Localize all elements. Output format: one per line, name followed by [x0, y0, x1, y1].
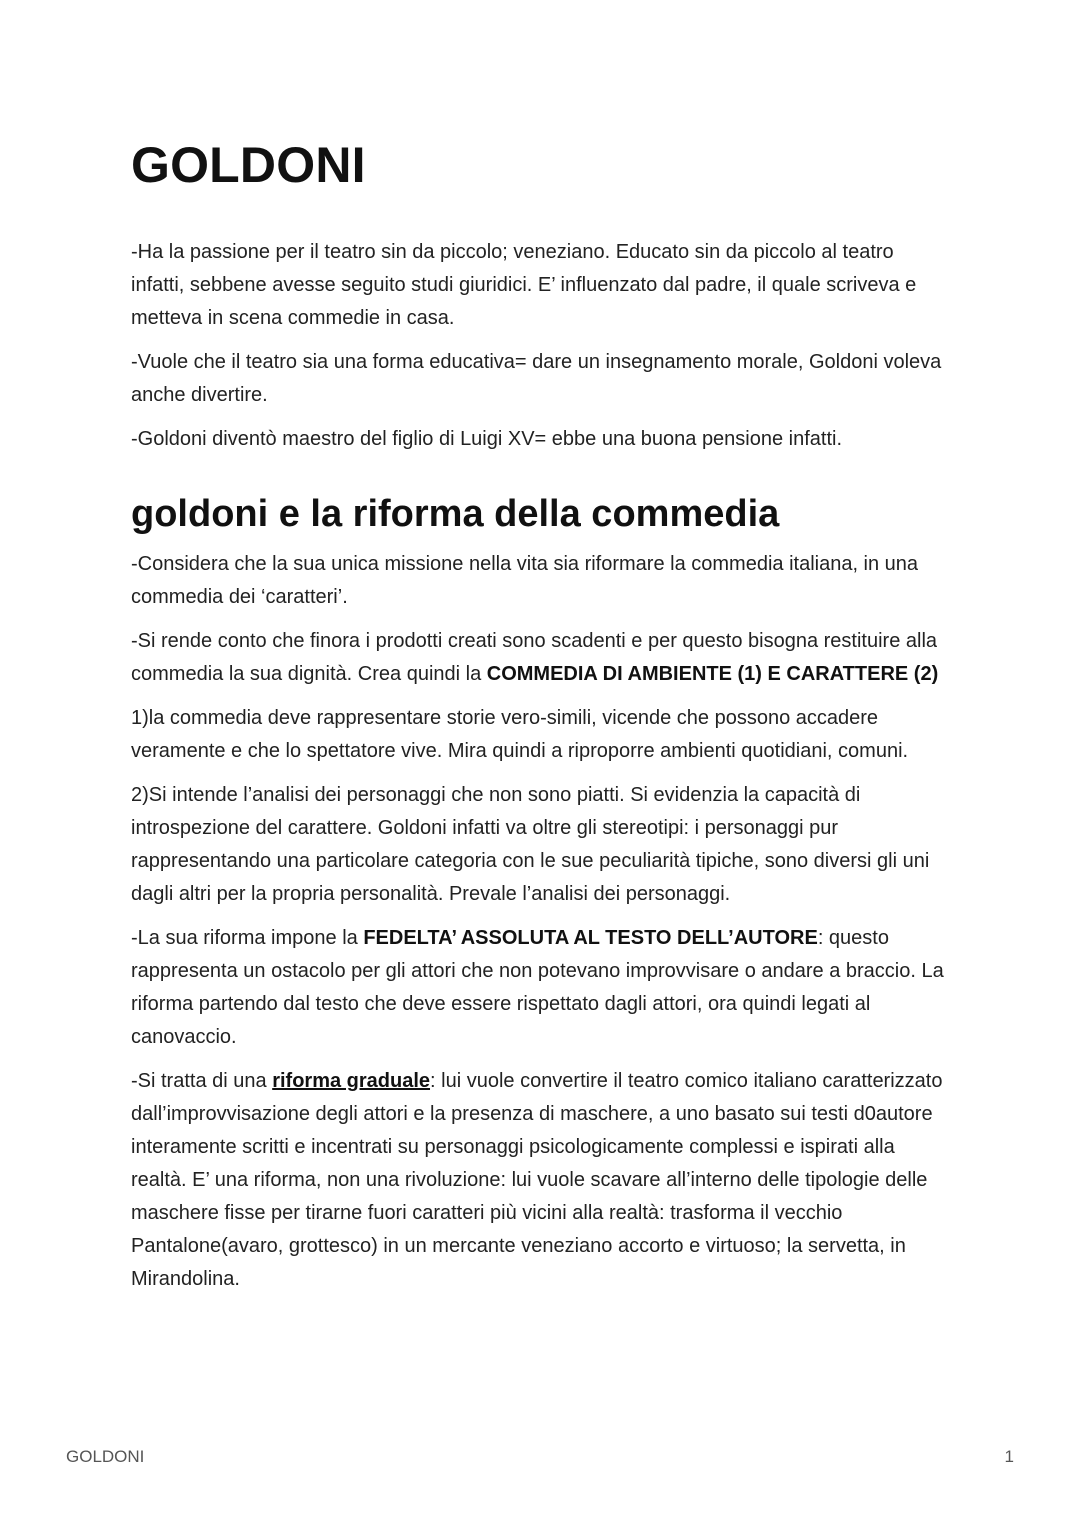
reform-paragraph-6-before: -Si tratta di una	[131, 1070, 273, 1092]
section-heading: goldoni e la riforma della commedia	[131, 493, 780, 535]
reform-paragraph-5	[131, 922, 951, 1054]
reform-paragraph-2	[131, 625, 951, 691]
riforma-graduale: riforma graduale	[272, 1070, 431, 1092]
reform-paragraph-5-before: -La sua riforma impone la	[131, 927, 364, 949]
reform-paragraph-2-text: -Si rende conto che finora i prodotti creati sono scadenti e per questo bisogna restituire alla commedia la sua dignità. Crea quindi la	[131, 630, 938, 685]
reform-paragraph-1: -Considera che la sua unica missione nella vita sia riformare la commedia italiana, in una commedia dei ‘caratteri’.	[131, 553, 919, 608]
reform-paragraph-6	[131, 1065, 951, 1296]
reform-paragraph-4: 2)Si intende l’analisi dei personaggi che non sono piatti. Si evidenzia la capacità di introspezione del carattere. Goldoni infatti va oltre gli stereotipi: i personaggi pur rappresentando una particolare categoria con le sue peculiarità tipiche, sono diversi gli uni dagli altri per la propria personalità. Prevale l’analisi dei personaggi.	[131, 784, 930, 905]
commedia-ambiente-carattere: COMMEDIA DI AMBIENTE (1) E CARATTERE (2)	[486, 663, 939, 685]
reform-paragraph-5-after: : questo rappresenta un ostacolo per gli attori che non potevano improvvisare o andare a braccio. La riforma partendo dal testo che deve essere rispettato dagli attori, ora quindi legati al canovaccio.	[131, 927, 944, 1048]
page-number: 1	[1004, 1447, 1014, 1466]
page-content	[131, 130, 951, 1307]
intro-paragraph-1: -Ha la passione per il teatro sin da piccolo; veneziano. Educato sin da piccolo al teatro infatti, sebbene avesse seguito studi giuridici. E’ influenzato dal padre, il quale scriveva e metteva in scena commedie in casa.	[131, 241, 917, 329]
reform-paragraph-3: 1)la commedia deve rappresentare storie vero-simili, vicende che possono accadere veramente e che lo spettatore vive. Mira quindi a riproporre ambienti quotidiani, comuni.	[131, 707, 909, 762]
intro-paragraph-3: -Goldoni diventò maestro del figlio di Luigi XV= ebbe una buona pensione infatti.	[131, 428, 843, 450]
reform-paragraph-6-after: : lui vuole convertire il teatro comico italiano caratterizzato dall’improvvisazione degli attori e la presenza di maschere, a uno basato sui testi d0autore interamente scritti e incentrati su personaggi psicologicamente complessi e ispirati alla realtà. E’ una riforma, non una rivoluzione: lui vuole scavare all’interno delle tipologie delle maschere fisse per tirarne fuori caratteri più vicini alla realtà: trasforma il vecchio Pantalone(avaro, grottesco) in un mercante veneziano accorto e virtuoso; la servetta, in Mirandolina.	[131, 1070, 943, 1290]
reform-section	[131, 548, 951, 1296]
intro-paragraph-2: -Vuole che il teatro sia una forma educativa= dare un insegnamento morale, Goldoni voleva anche divertire.	[131, 351, 942, 406]
footer-label: GOLDONI	[66, 1447, 145, 1466]
intro-section	[131, 236, 951, 456]
fedelta-assoluta: FEDELTA’ ASSOLUTA AL TESTO DELL’AUTORE	[363, 927, 818, 949]
page-title: GOLDONI	[131, 137, 366, 193]
